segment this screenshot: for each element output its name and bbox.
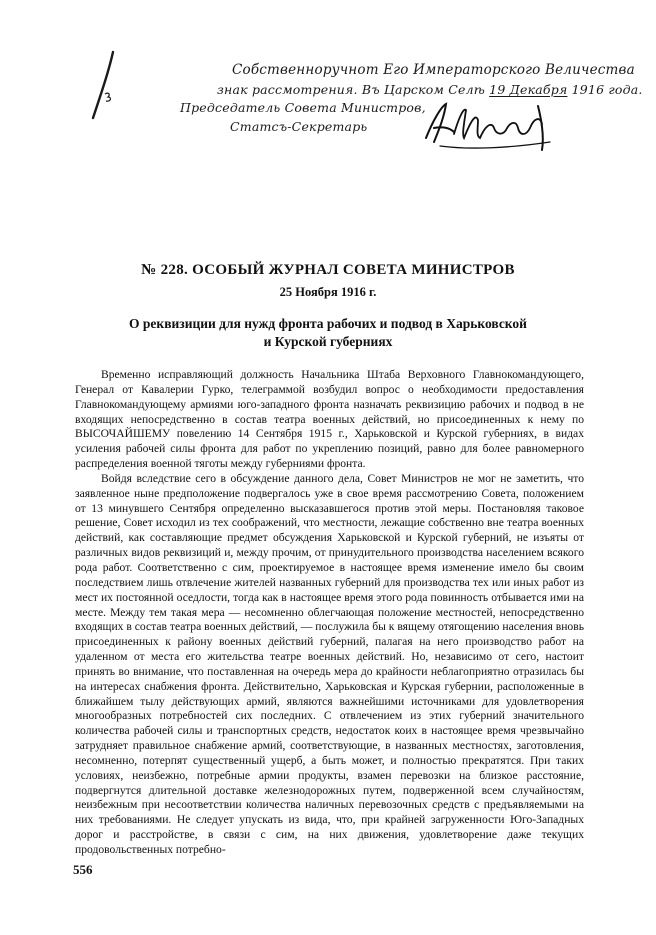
resolution-line-2-prefix: знак рассмотрения. Въ Царском Селѣ	[217, 82, 485, 97]
signature-icon	[420, 98, 570, 156]
document-body	[75, 368, 584, 858]
page-number: 556	[73, 862, 93, 877]
resolution-line-4: Статсъ-Секретарь	[230, 119, 368, 134]
document-subject-line-2: и Курской губерниях	[263, 334, 393, 349]
handwritten-resolution	[0, 0, 656, 175]
body-paragraph: Войдя вследствие сего в обсуждение данного дела, Совет Министров не мог не заметить, что заявленное ныне предположение подвергалось уже в свое время рассмотрению Совета, положением от 13 минувшего Сентября определенно высказавшегося против этой меры. Постановляя таковое решение, Совет исходил из тех соображений, что местности, лежащие собственно вне театра военных действий, как составляющие предмет обсуждения Харьковской и Курской губерний, не изъяты от различных видов реквизиций и, между прочим, от принудительного производства населением всякого рода работ. Соответственно с сим, проектируемое в настоящее время изменение имело бы своим последствием лишь отвлечение жителей названных губерний для производства тех или иных работ из мест их постоянной оседлости, тогда как в настоящее время этого рода повинность отбывается ими на месте. Между тем такая мера — несомненно облегчающая положение местностей, непосредственно входящих в состав театра военных действий, — послужила бы к вящему отягощению населения вновь присоединенных к району военных действий губерний, палагая на него производство работ на удаленном от места его жительства театре военных действий. Но, независимо от сего, настоит принять во внимание, что поставленная на очередь мера до крайности неблагоприятно отразилась бы на интересах снабжения фронта. Действительно, Харьковская и Курская губернии, расположенные в ближайшем тылу действующих армий, являются важнейшими источниками для удовлетворения многообразных потребностей сих последних. С отвлечением из этих губерний значительного количества рабочей силы и транспортных средств, недостаток коих в настоящее время чрезвычайно затрудняет правильное снабжение армий, соответствующие, в названных местностях, заготовления, несомненно, потерпят существенный ущерб, а быть может, и полностью прекратятся. При таких условиях, неизбежно, потребные армии продукты, взамен перевозки на близкое расстояние, подвергнутся длительной доставке железнодорожных путем, подверженной всем случайностям, неизбежным при несоответствии количества наличных перевозочных средств с предъявляемыми на них требованиями. Не следует упускать из вида, что, при крайней загруженности Юго-Западных дорог и расстройстве, в связи с сим, на них движения, удовлетворение даже текущих продовольственных потребно-	[75, 471, 584, 856]
document-title: № 228. ОСОБЫЙ ЖУРНАЛ СОВЕТА МИНИСТРОВ	[141, 262, 515, 278]
body-paragraph: Временно исправляющий должность Начальника Штаба Верховного Главнокомандующего, Генерал от Кавалерии Гурко, телеграммой возбудил вопрос о необходимости предоставления Главнокомандующему армиями юго-западного фронта назначать реквизицию рабочих и подвод в не входящих непосредственно в состав театра военных действий, но присоединенных к нему по ВЫСОЧАЙШЕМУ повелению 14 Сентября 1915 г., Харьковской и Курской губерниях, в видах усиления рабочей силы фронта для работ по укреплению позиций, равно для более равномерного распределения военной тяготы между губерниями фронта.	[75, 368, 584, 471]
document-subject	[60, 315, 596, 351]
approval-mark-icon	[85, 48, 125, 128]
resolution-line-2-suffix: 1916 года.	[571, 82, 643, 97]
resolution-line-3: Председатель Совета Министров,	[180, 100, 426, 115]
document-subject-line-1: О реквизиции для нужд фронта рабочих и подвод в Харьковской	[129, 316, 527, 331]
resolution-line-2	[217, 82, 643, 97]
resolution-date: 19 Декабря	[489, 82, 568, 97]
document-date: 25 Ноября 1916 г.	[279, 285, 377, 299]
resolution-line-1: Собственноручнот Его Императорского Величества	[232, 62, 635, 78]
